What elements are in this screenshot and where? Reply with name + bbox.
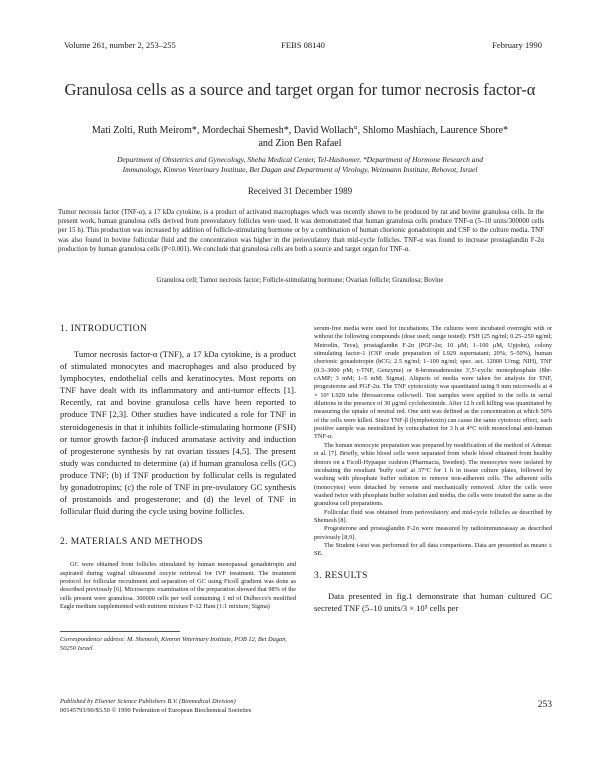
radioimmunoassay-method: Progesterone and prostaglandin F-2α were measured by radioimmunoassay as described previously [8,9]. [314, 525, 552, 541]
author-line: and Zion Ben Rafael [258, 138, 342, 149]
section-heading-introduction: 1. INTRODUCTION [60, 324, 148, 334]
introduction-text: Tumor necrosis factor-α (TNF), a 17 kDa cytokine, is a product of stimulated monocytes and macrophages and also produced by lymphocytes, endothelial cells and keratinocytes. Most reports on TNF have dealt with its inflammatory and anti-tumor effects [1]. Recently, rat and bovine granulosa cells have been reported to produce TNF [2,3]. Other studies have indicated a role for TNF in steroidogenesis in that it inhibits follicle-stimulating hormone (FSH) or tumor growth factor-β induced aromatase activity and induction of progesterone synthesis by rat ovarian tissues [4,5]. The present study was conducted to determine (a) if human granulosa cells (GC) produce TNF; (b) if TNF production by follicular cells is regulated by gonadotropins; (c) the role of TNF in pre-ovulatory GC synthesis of prostanoids and progesterone; and (d) the level of TNF in follicular fluid during the cycle using bovine follicles. [60, 349, 296, 517]
section-heading-methods: 2. MATERIALS AND METHODS [60, 537, 204, 548]
running-header [64, 40, 542, 52]
publisher-line: Published by Elsevier Science Publishers B.V. (Biomedical Division) [60, 698, 236, 705]
section-heading-results: 3. RESULTS [314, 570, 368, 581]
statistics-method: The Student t-test was performed for all data comparisons. Data are presented as means ± SE. [314, 541, 552, 558]
affiliations [60, 155, 540, 175]
issn-line: 00145793/90/$3.50 © 1990 Federation of European Biochemical Societies [60, 706, 252, 714]
methods-continued: serum-free media were used for incubations. The cultures were incubated overnight with or without the following compounds (dose used; range tested): FSH (25 ng/ml; 0.25–250 ng/ml; Metrodin, Teva), prostaglandin F-2α (PGF-2α; 10 μM; 1–100 μM, Upjohn), colony stimulating factor-1 (CSF crude preparation of L929 supernatant; 20%; 5–50%), human chorionic gonadotropin (hCG; 2.5 ng/ml; 1–100 ng/ml; spec. act. 12000 U/mg; NIH), TNF (0.3–3000 pM; r-TNF, Genzyme) or 8-bromoadenosine 3',5'-cyclic monophosphate (8br-cAMP; 3 mM; 1–5 mM; Sigma). Aliquots of media were taken for analysis for TNF, progesterone and PGF-2α. The TNF cytotoxicity was quantitated using 9 mm microwells at 4 × 10⁵ L929 tube fibrosarcoma cells/well. Test samples were applied to the cells in serial dilutions in the presence of 30 μg/ml cycloheximide. After 12 h cell killing was quantitated by measuring the uptake of neutral red. One unit was defined as the concentration at which 50% of the cells were killed. Since TNF-β (lymphotoxin) can cause the same cytotoxic effect, each positive sample was neutralized by coincubation for 3 h at 4°C with monoclonal anti-human TNF-α. [314, 325, 552, 441]
right-column [314, 325, 552, 614]
affiliation-line: Immunology, Kimron Veterinary Institute, Bet Dagan and Department of Virology, Weizmann Institute, Rehovot, Israel [122, 165, 478, 174]
monocyte-method: The human monocyte preparation was prepared by modification of the method of Ademac et al. [7]. Briefly, white blood cells were separated from whole blood obtained from healthy donors on a Ficoll-Hypaque cushion (Pharmacia, Sweden). The monocytes were isolated by incubating the resultant 'buffy coat' at 37°C for 1 h in tissue culture plates, followed by washing with phosphate buffer solution to remove non-adherent cells. The adherent cells (monocytes) were detached by versene and mechanically removed. After the cells were washed twice with phosphate buffer solution and media, the cells were treated the same as the granulosa cell preparations. [314, 441, 552, 508]
footnote-rule [60, 631, 180, 632]
publisher-footer [60, 698, 480, 715]
page-number: 253 [537, 700, 552, 710]
issue-date: February 1990 [492, 40, 542, 50]
article-code: FEBS 08140 [281, 40, 325, 50]
author-list [40, 124, 560, 150]
article-title: Granulosa cells as a source and target organ for tumor necrosis factor-α [64, 80, 536, 99]
keywords: Granulosa cell; Tumor necrosis factor; Follicle-stimulating hormone; Ovarian follicle; Granulosa; Bovine [156, 277, 444, 284]
follicular-fluid-method: Follicular fluid was obtained from periovulatory and mid-cycle follicles as described by Shemesh [8]. [314, 508, 552, 524]
affiliation-line: Department of Obstetrics and Gynecology, Sheba Medical Center, Tel-Hashomer, *Department of Hormone Research and [116, 155, 484, 164]
journal-volume: Volume 261, number 2, 253–255 [64, 40, 176, 50]
results-text: Data presented in fig.1 demonstrate that human cultured GC secreted TNF (5–10 units/3 × 10⁵ cells per [314, 590, 552, 613]
abstract: Tumor necrosis factor (TNF-α), a 17 kDa cytokine, is a product of activated macrophages which was recently shown to be produced by rat and bovine granulosa cells. In the present work, human granulosa cells derived from preovulatory follicles were used. It was demonstrated that human granulosa cells produce TNF-α (5–10 units/300000 cells per 15 h). This production was increased by addition of follicle-stimulating hormone or by a combination of human chorionic gonadotropin and CSF to the culture media. TNF was also found in bovine follicular fluid and the concentration was higher in the periovulatory than mid-cycle follicles. TNF-α was found to increase prostaglandin F-2α production by human granulosa cells (P<0.001). We conclude that granulosa cells are both a source and target organ for TNF-α. [58, 209, 544, 253]
author-line: Mati Zolti, Ruth Meirom*, Mordechai Shemesh*, David Wollach°, Shlomo Mashiach, Laurence Shore* [91, 125, 509, 136]
left-column [60, 304, 296, 611]
correspondence-address: Correspondence address: M. Shemesh, Kimron Veterinary Institute, POB 12, Bet Dagan, 50250 Israel [60, 636, 288, 652]
methods-text: GC were obtained from follicles stimulated by human menopausal gonadotropin and aspirated during vaginal ultrasound oocyte retrieval for IVF treatment. The treatment protocol for follicular recruitment and separation of GC using Ficoll gradient was done as described previously [6]. Microscopic examination of the preparation showed that 98% of the cells present were granulosa. 300000 cells per well containing 1 ml of Dulbecco's modified Eagle medium supplemented with nutrient mixture F-12 Ham (1:1 mixture; Sigma) [60, 561, 296, 611]
received-date: Received 31 December 1989 [247, 186, 353, 196]
